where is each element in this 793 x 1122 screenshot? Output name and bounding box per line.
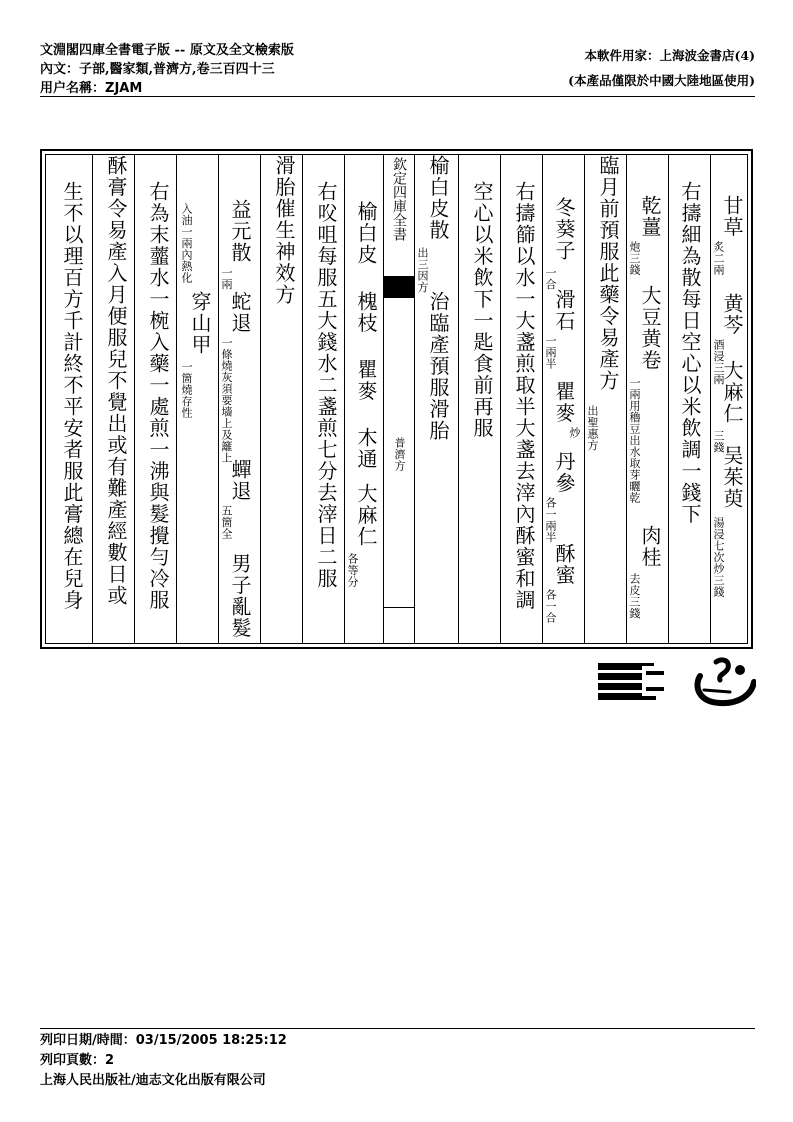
herb-name: 滑石 [552, 289, 576, 332]
text-column [92, 155, 134, 643]
dosage-note: 一條燒灰須要墻上及籬上 [220, 337, 233, 464]
text-column [302, 155, 344, 643]
book-title-column [383, 155, 414, 643]
dosage-note: 一兩用穭豆出水取芽曬乾 [628, 377, 641, 504]
licensee-line: 本軟件用家：上海波金書店(4) [584, 48, 755, 63]
region-notice: (本產品僅限於中國大陸地區使用) [568, 73, 755, 88]
prescription-text: 右為末虀水一椀入藥一處煎一沸與髮攪勻冷服 [146, 181, 170, 611]
print-datetime-label: 列印日期/時間： [40, 1033, 136, 1048]
header-content-path: 內文：子部,醫家類,普濟方,卷三百四十三 [40, 62, 275, 77]
text-column [500, 155, 542, 643]
print-header [40, 41, 294, 98]
brush-seal-icon [690, 656, 756, 708]
column-rule [383, 607, 414, 608]
text-column [458, 155, 500, 643]
book-subtitle: 普濟方 [393, 437, 406, 472]
print-datetime-value: 03/15/2005 18:25:12 [135, 1033, 287, 1048]
prescription-text: 右擣細為散每日空心以米飲調一錢下 [678, 181, 702, 525]
print-pages [40, 1051, 287, 1071]
herb-name: 木通 [354, 427, 378, 470]
prescription-text: 空心以米飲下一匙食前再服 [470, 181, 494, 439]
footer-rule [40, 1028, 755, 1029]
herb-name: 黄芩 [720, 293, 744, 336]
text-column [134, 155, 176, 643]
text-column [668, 155, 710, 643]
herb-name: 瞿麥 [552, 381, 576, 424]
text-column [46, 155, 92, 643]
dosage-note: 各一合 [544, 589, 557, 624]
book-title: 欽定四庫全書 [391, 157, 407, 241]
dosage-note: 一兩 [220, 267, 233, 290]
print-pages-value: 2 [105, 1053, 115, 1068]
dosage-note: 炒 [568, 427, 581, 439]
dosage-note: 三錢 [712, 430, 725, 453]
formula-title: 榆白皮散 [426, 155, 450, 241]
dosage-note: 各一兩半 [544, 497, 557, 543]
dosage-note: 一箇燒存性 [180, 361, 193, 419]
text-column [260, 155, 302, 643]
dosage-note: 入油一兩內熱化 [180, 203, 193, 284]
herb-name: 男子亂髮 [228, 553, 252, 639]
formula-title: 臨月前預服此藥令易產方 [596, 155, 620, 392]
print-pages-label: 列印頁數： [40, 1053, 106, 1068]
text-column [542, 155, 584, 643]
user-name: ZJAM [105, 81, 143, 96]
herb-name: 蟬退 [228, 459, 252, 502]
herb-name: 益元散 [228, 199, 252, 264]
herb-name: 甘草 [720, 195, 744, 238]
prescription-text: 右擣篩以水一大盞煎取半大盞去滓內酥蜜和調 [512, 181, 536, 611]
herb-name: 大麻仁 [354, 483, 378, 548]
header-rule [40, 96, 755, 97]
text-column [176, 155, 218, 643]
dosage-note: 五箇全 [220, 505, 233, 540]
dosage-note: 湯浸七次炒三錢 [712, 517, 725, 598]
title-band [383, 276, 414, 298]
header-title: 文淵閣四庫全書電子版 -- 原文及全文檢索版 [40, 43, 294, 58]
dosage-note: 一合 [544, 267, 557, 290]
text-column [414, 155, 458, 643]
text-column [584, 155, 626, 643]
prescription-text: 右㕮咀每服五大錢水二盞煎七分去滓日二服 [314, 181, 338, 590]
source-note: 出聖惠方 [586, 405, 599, 451]
source-note: 出三因方 [416, 247, 429, 293]
dosage-note: 各等分 [346, 553, 359, 588]
herb-name: 槐枝 [354, 291, 378, 334]
publisher-logo-icon [598, 663, 666, 701]
herb-name: 丹參 [552, 451, 576, 494]
herb-name: 肉桂 [638, 525, 662, 568]
dosage-note: 炮三錢 [628, 241, 641, 276]
print-datetime [40, 1031, 287, 1051]
dosage-note: 一兩半 [544, 335, 557, 370]
dosage-note: 炙二兩 [712, 241, 725, 276]
text-column [344, 155, 383, 643]
herb-name: 蛇退 [228, 291, 252, 334]
herb-name: 瞿麥 [354, 359, 378, 402]
dosage-note: 去皮三錢 [628, 573, 641, 619]
print-footer [40, 1031, 287, 1091]
publisher-credit: 上海人民出版社/迪志文化出版有限公司 [40, 1073, 266, 1088]
text-column [218, 155, 260, 643]
herb-name: 大豆黄卷 [638, 285, 662, 371]
herb-name: 吴茱萸 [720, 445, 744, 510]
herb-name: 穿山甲 [188, 291, 212, 356]
text-column [710, 155, 750, 643]
prescription-text: 酥膏令易產入月便服兒不覺出或有難產經數日或 [104, 155, 128, 607]
dosage-note: 酒浸三兩 [712, 339, 725, 385]
formula-title: 滑胎催生神效方 [272, 155, 296, 306]
book-page-frame [40, 149, 753, 649]
prescription-text: 生不以理百方千計終不平安者服此膏總在兒身 [60, 181, 84, 611]
prescription-text: 治臨產預服滑胎 [426, 291, 450, 442]
herb-name: 酥蜜 [552, 543, 576, 586]
herb-name: 冬葵子 [552, 197, 576, 262]
herb-name: 榆白皮 [354, 201, 378, 266]
user-label: 用户名稱： [40, 81, 106, 96]
herb-name: 乾薑 [638, 195, 662, 238]
herb-name: 大麻仁 [720, 360, 744, 425]
text-column [626, 155, 668, 643]
licensee-info [568, 43, 755, 93]
book-page [45, 154, 748, 644]
